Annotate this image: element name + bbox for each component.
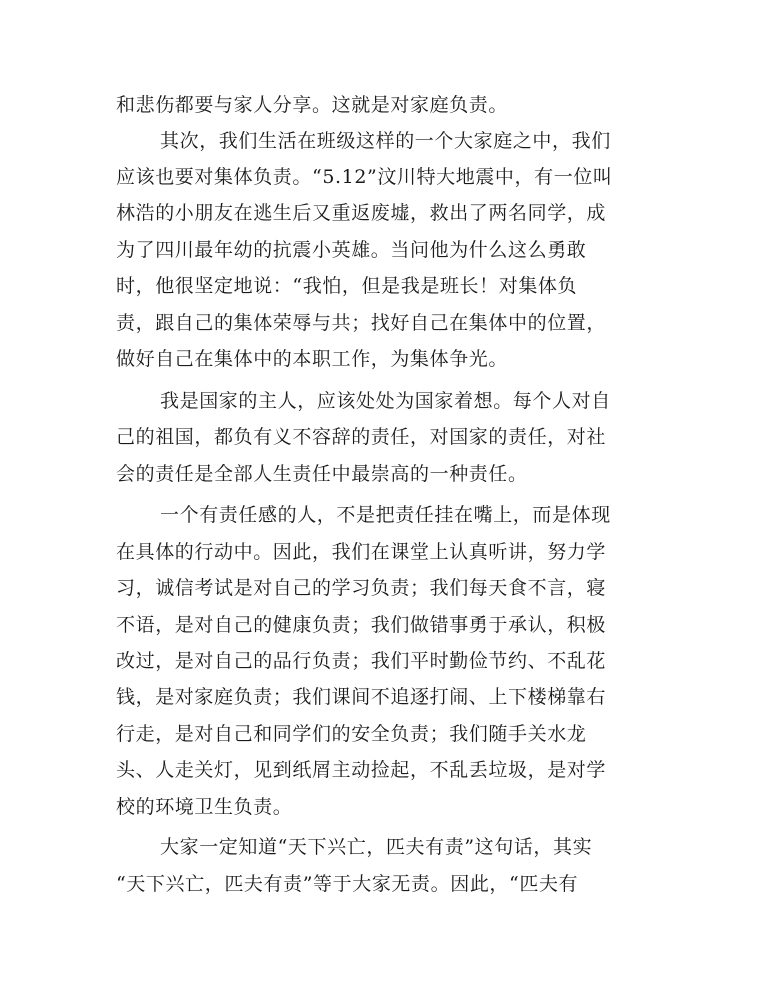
text-line: 己的祖国，都负有义不容辞的责任，对国家的责任，对社 xyxy=(116,426,607,448)
text-line: 改过，是对自己的品行负责；我们平时勤俭节约、不乱花 xyxy=(116,650,607,672)
text-line: 不语，是对自己的健康负责；我们做错事勇于承认，积极 xyxy=(116,614,607,636)
text-line: 会的责任是全部人生责任中最崇高的一种责任。 xyxy=(116,463,528,485)
text-line: “天下兴亡，匹夫有责”等于大家无责。因此，“匹夫有 xyxy=(116,873,579,895)
text-line: 在具体的行动中。因此，我们在课堂上认真听讲，努力学 xyxy=(116,541,607,563)
text-line: 时，他很坚定地说：“我怕，但是我是班长！对集体负 xyxy=(116,275,578,297)
text-line: 做好自己在集体中的本职工作，为集体争光。 xyxy=(116,348,509,370)
paragraph-first-line: 其次，我们生活在班级这样的一个大家庭之中，我们 xyxy=(160,130,611,152)
paragraph-first-line: 大家一定知道“天下兴亡，匹夫有责”这句话，其实 xyxy=(160,836,593,858)
text-line: 和悲伤都要与家人分享。这就是对家庭负责。 xyxy=(116,94,509,116)
text-line: 林浩的小朋友在逃生后又重返废墟，救出了两名同学，成 xyxy=(116,202,607,224)
text-line: 习，诚信考试是对自己的学习负责；我们每天食不言，寝 xyxy=(116,577,607,599)
text-line: 校的环境卫生负责。 xyxy=(116,796,293,818)
paragraph-first-line: 一个有责任感的人，不是把责任挂在嘴上，而是体现 xyxy=(160,504,611,526)
text-line: 责，跟自己的集体荣辱与共；找好自己在集体中的位置， xyxy=(116,312,607,334)
text-line: 头、人走关灯，见到纸屑主动捡起，不乱丢垃圾，是对学 xyxy=(116,759,607,781)
text-line: 为了四川最年幼的抗震小英雄。当问他为什么这么勇敢 xyxy=(116,239,587,261)
text-line: 应该也要对集体负责。“5.12”汶川特大地震中，有一位叫 xyxy=(116,166,613,188)
text-line: 钱，是对家庭负责；我们课间不追逐打闹、上下楼梯靠右 xyxy=(116,686,607,708)
paragraph-first-line: 我是国家的主人，应该处处为国家着想。每个人对自 xyxy=(160,390,611,412)
text-line: 行走，是对自己和同学们的安全负责；我们随手关水龙 xyxy=(116,723,587,745)
